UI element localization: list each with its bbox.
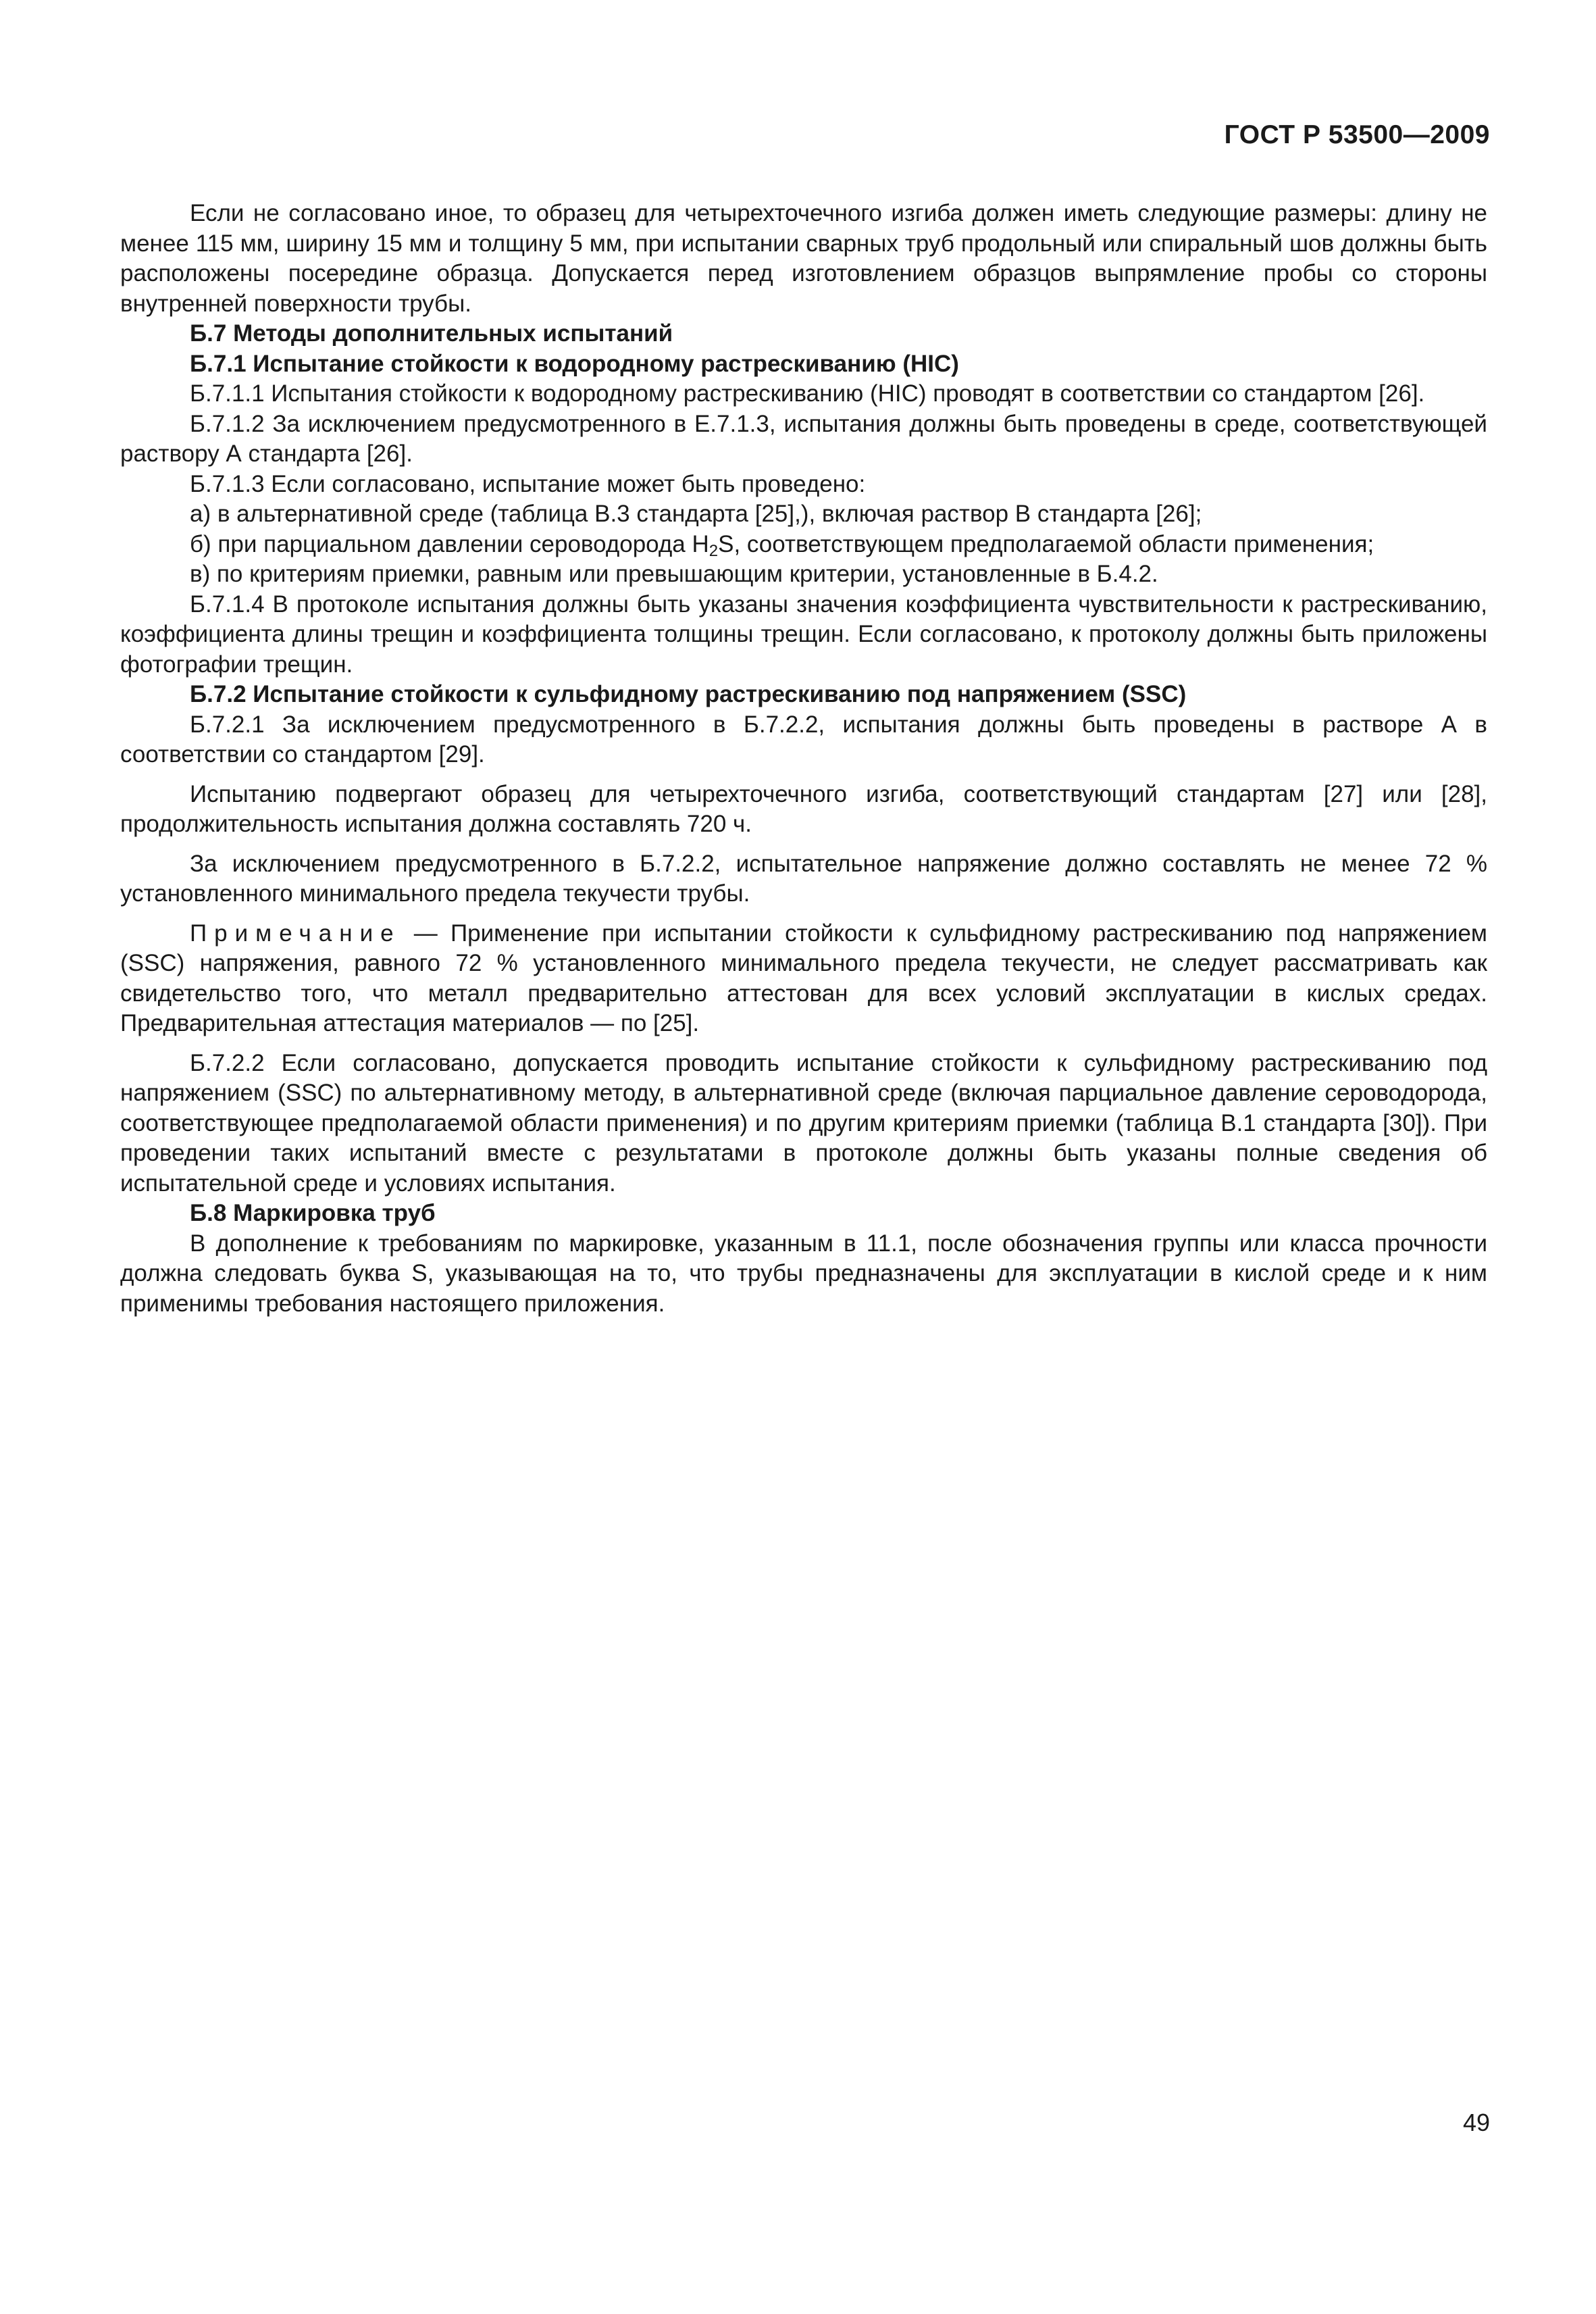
section-heading-b7: Б.7 Методы дополнительных испытаний bbox=[190, 320, 673, 347]
paragraph-b721-specimen: Испытанию подвергают образец для четырехточечного изгиба, соответствующий стандартам [27] или [28], продолжительность испытания должна составлять 720 ч. bbox=[120, 780, 1487, 837]
note-text: — Применение при испытании стойкости к сульфидному растрескиванию под напряжением (SSC) напряжения, равного 72 % установленного минимального предела текучести, не следует рассматривать как свидетельство того, что металл предварительно аттестован для всех условий эксплуатации в кислых средах. Предварительная аттестация материалов — по [25]. bbox=[120, 920, 1487, 1036]
paragraph-b721: Б.7.2.1 За исключением предусмотренного в Б.7.2.2, испытания должны быть проведены в растворе А в соответствии со стандартом [29]. bbox=[120, 711, 1487, 768]
paragraph-specimen-dimensions: Если не согласовано иное, то образец для четырехточечного изгиба должен иметь следующие размеры: длину не менее 115 мм, ширину 15 мм и толщину 5 мм, при испытании сварных труб продольный или спиральный шов должны быть расположены посередине образца. Допускается перед изготовлением образцов выпрямление пробы со стороны внутренней поверхности трубы. bbox=[120, 200, 1487, 317]
b713b-text-end: S, соответствующем предполагаемой области применения; bbox=[718, 530, 1374, 557]
paragraph-b711: Б.7.1.1 Испытания стойкости к водородному растрескиванию (HIC) проводят в соответствии со стандартом [26]. bbox=[190, 380, 1425, 407]
document-code-header: ГОСТ Р 53500—2009 bbox=[1224, 120, 1490, 149]
list-item-b713c: в) по критериям приемки, равным или превышающим критерии, установленные в Б.4.2. bbox=[190, 561, 1158, 587]
section-heading-b72: Б.7.2 Испытание стойкости к сульфидному растрескиванию под напряжением (SSC) bbox=[190, 681, 1187, 707]
section-heading-b8: Б.8 Маркировка труб bbox=[190, 1200, 436, 1226]
paragraph-b712: Б.7.1.2 За исключением предусмотренного в Е.7.1.3, испытания должны быть проведены в среде, соответствующей раствору А стандарта [26]. bbox=[120, 410, 1487, 467]
b713b-text-start: б) при парциальном давлении сероводорода H bbox=[190, 530, 709, 557]
note-label: Примечание bbox=[190, 920, 401, 947]
subscript-2: 2 bbox=[709, 541, 719, 560]
paragraph-b8: В дополнение к требованиям по маркировке, указанным в 11.1, после обозначения группы или класса прочности должна следовать буква S, указывающая на то, что трубы предназначены для эксплуатации в кислой среде и к ним применимы требования настоящего приложения. bbox=[120, 1230, 1487, 1317]
list-item-b713a: а) в альтернативной среде (таблица В.3 стандарта [25],), включая раствор В стандарта [26]; bbox=[190, 501, 1202, 527]
document-body bbox=[120, 199, 1487, 1319]
note-paragraph bbox=[120, 919, 1487, 1039]
paragraph-b722: Б.7.2.2 Если согласовано, допускается проводить испытание стойкости к сульфидному растрескиванию под напряжением (SSC) по альтернативному методу, в альтернативной среде (включая парциальное давление сероводорода, соответствующее предполагаемой области применения) и по другим критериям приемки (таблица В.1 стандарта [30]). При проведении таких испытаний вместе с результатами в протоколе должны быть указаны полные сведения об испытательной среде и условиях испытания. bbox=[120, 1049, 1487, 1197]
paragraph-b721-stress: За исключением предусмотренного в Б.7.2.2, испытательное напряжение должно составлять не менее 72 % установленного минимального предела текучести трубы. bbox=[120, 850, 1487, 907]
section-heading-b71: Б.7.1 Испытание стойкости к водородному растрескиванию (HIC) bbox=[190, 350, 959, 377]
list-item-b713b bbox=[120, 530, 1487, 560]
paragraph-b714: Б.7.1.4 В протоколе испытания должны быть указаны значения коэффициента чувствительности к растрескиванию, коэффициента длины трещин и коэффициента толщины трещин. Если согласовано, к протоколу должны быть приложены фотографии трещин. bbox=[120, 590, 1487, 678]
page-number: 49 bbox=[1462, 2109, 1490, 2136]
paragraph-b713: Б.7.1.3 Если согласовано, испытание может быть проведено: bbox=[190, 470, 866, 497]
